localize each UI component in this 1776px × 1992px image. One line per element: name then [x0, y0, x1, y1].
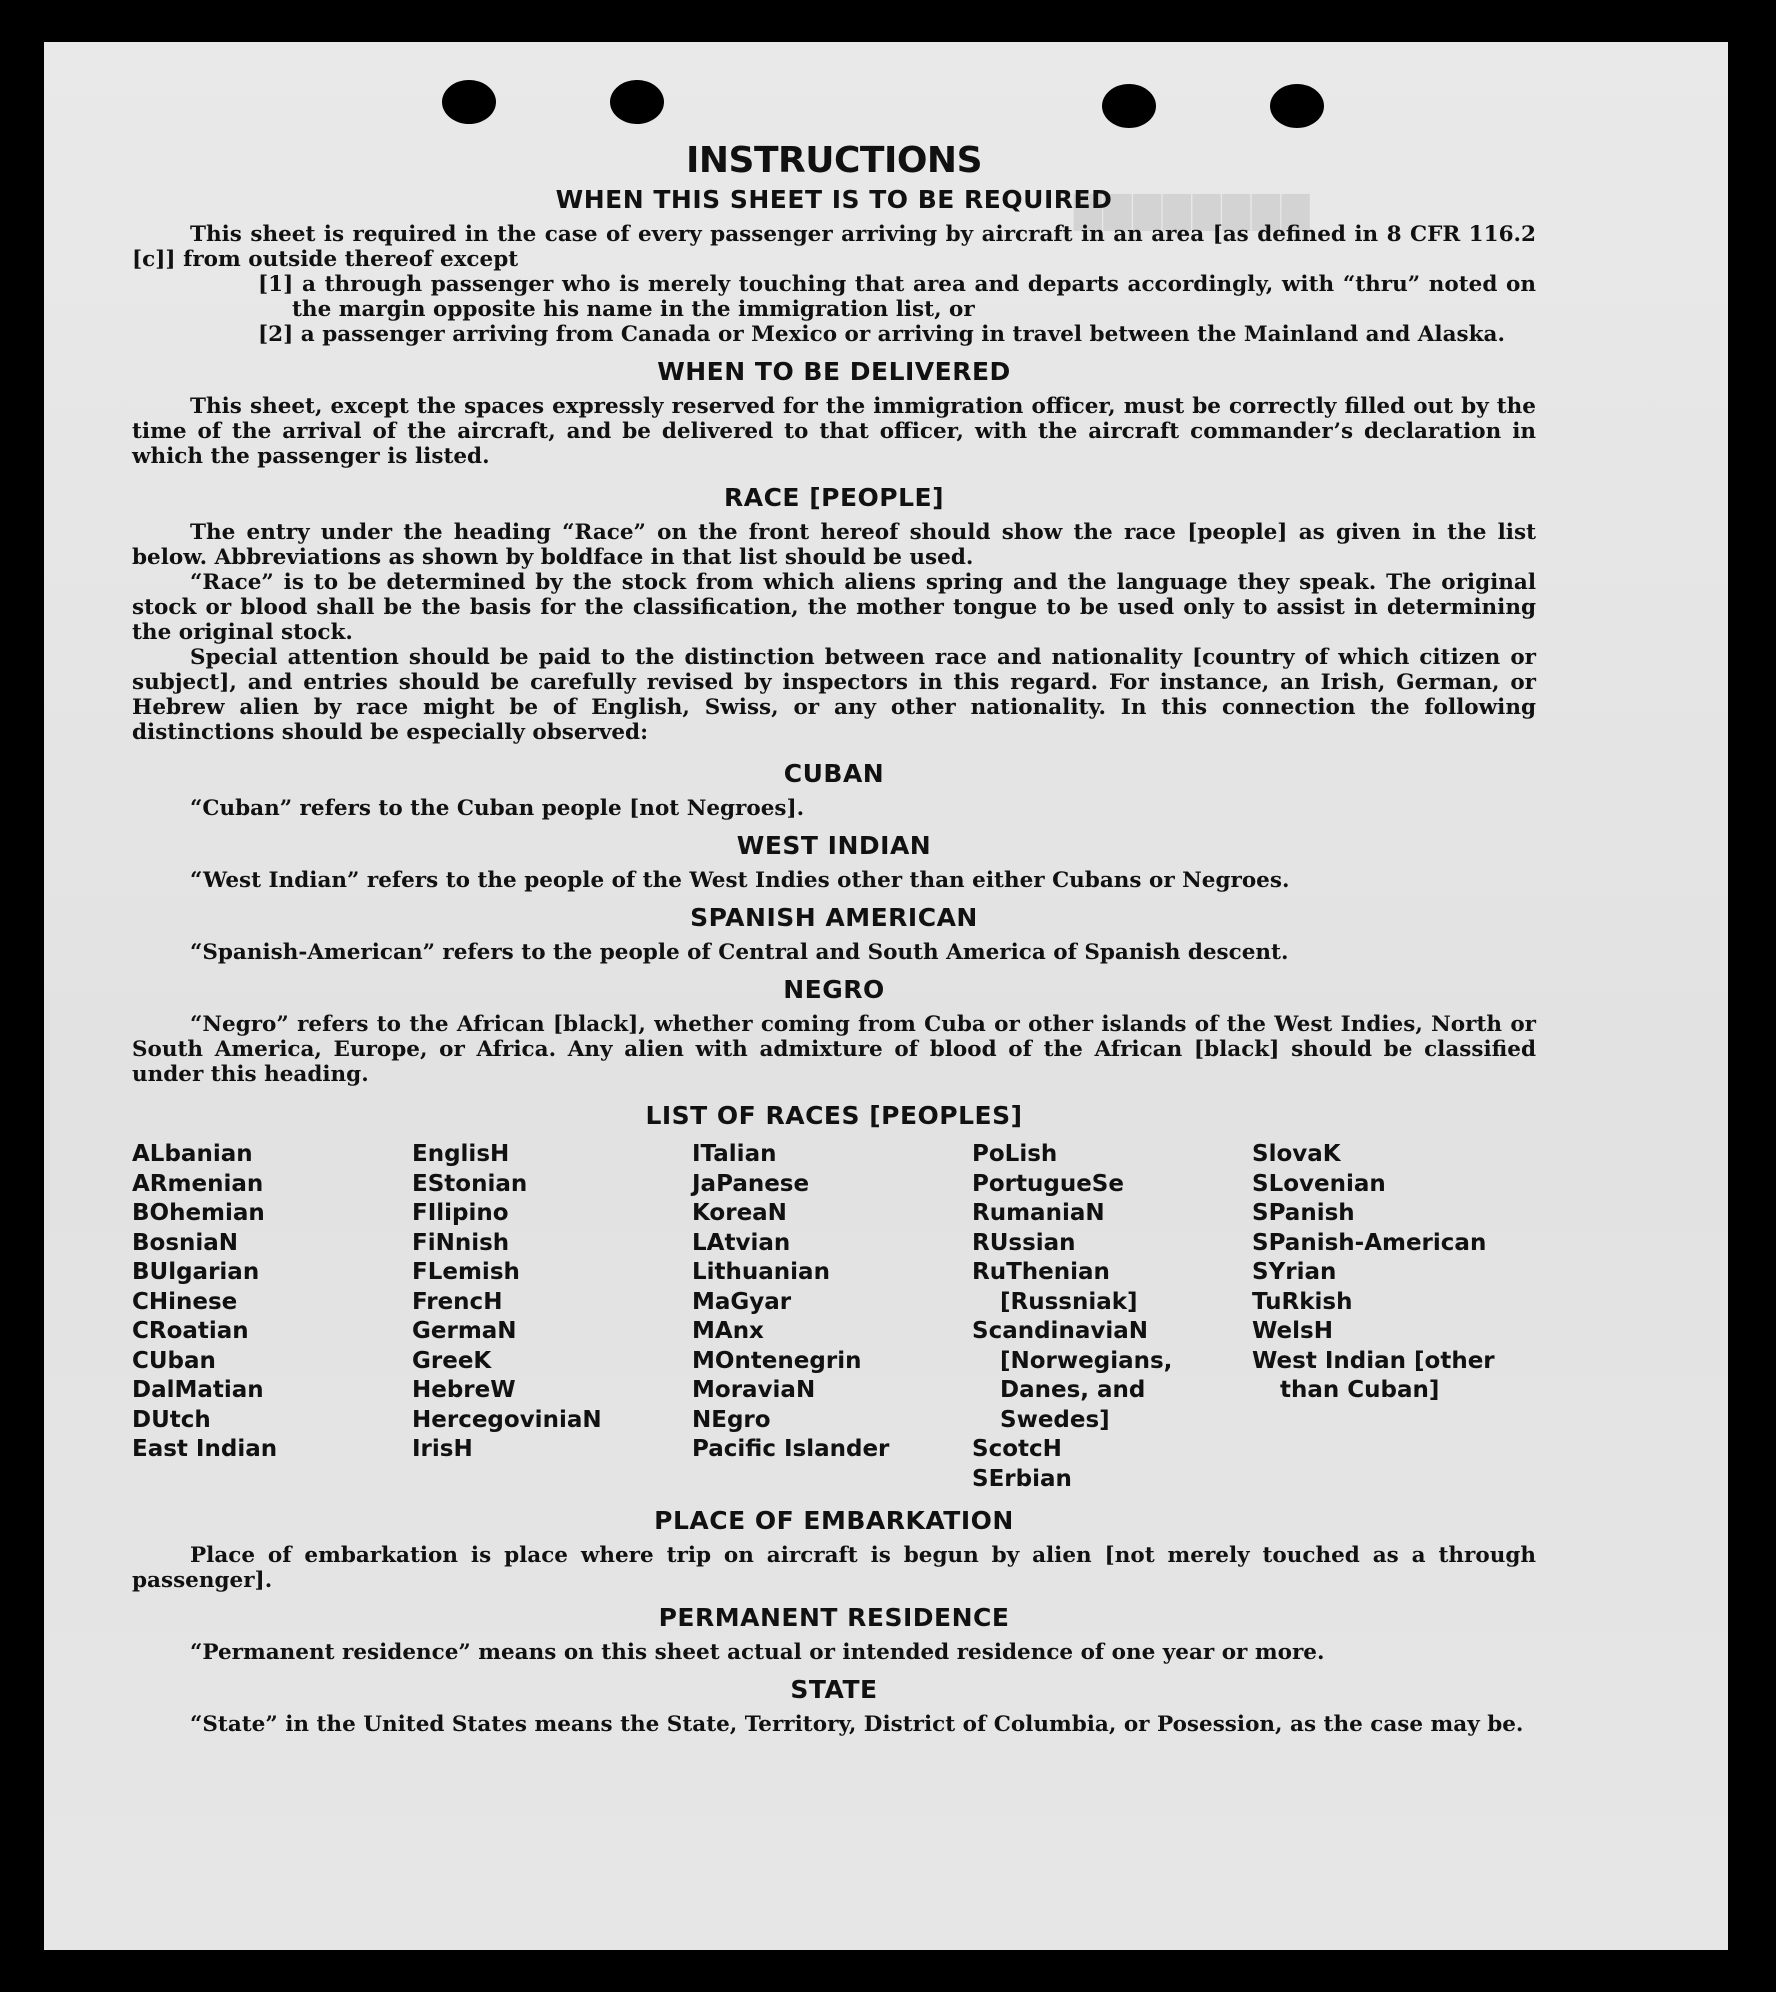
- heading-negro: NEGRO: [783, 975, 885, 1004]
- race-list-item: MAnx: [692, 1318, 764, 1344]
- race-list-item: SYrian: [1252, 1259, 1337, 1285]
- race-list-item: ALbanian: [132, 1141, 253, 1167]
- race-column: [132, 1140, 412, 1494]
- embarkation-text: Place of embarkation is place where trip on aircraft is begun by alien [not merely touched as a through passenger].: [132, 1543, 1536, 1593]
- punch-hole: [1102, 84, 1156, 128]
- race-list-item: ITalian: [692, 1141, 777, 1167]
- race-list-item: ScotcH: [972, 1436, 1062, 1462]
- race-list-item: IrisH: [412, 1436, 473, 1462]
- race-list-item: SLovenian: [1252, 1170, 1386, 1197]
- state-text: “State” in the United States means the State, Territory, District of Columbia, or Posession, as the case may be.: [190, 1712, 1524, 1737]
- race-list-item: EStonian: [412, 1170, 528, 1197]
- permanent-residence-text: “Permanent residence” means on this sheet actual or intended residence of one year or more.: [190, 1640, 1325, 1665]
- race-list-item: DalMatian: [132, 1377, 264, 1403]
- race-list-item: TuRkish: [1252, 1288, 1353, 1315]
- race-list-item: RuThenian [Russniak]: [972, 1259, 1138, 1315]
- exception-item-2: [2] a passenger arriving from Canada or Mexico or arriving in travel between the Mainland and Alaska.: [258, 322, 1505, 347]
- race-list-item: CUban: [132, 1347, 216, 1374]
- race-list-item: LAtvian: [692, 1229, 791, 1256]
- race-list-item: West Indian [other than Cuban]: [1252, 1347, 1495, 1403]
- heading-west-indian: WEST INDIAN: [736, 831, 932, 860]
- race-list-item: GermaN: [412, 1318, 517, 1344]
- race-list-item: WelsH: [1252, 1318, 1333, 1344]
- race-list-item: MoraviaN: [692, 1377, 816, 1403]
- race-list-item: GreeK: [412, 1347, 492, 1374]
- race-list-item: CRoatian: [132, 1318, 249, 1344]
- race-list-item: FiNnish: [412, 1229, 510, 1256]
- race-column: [692, 1140, 972, 1494]
- race-column: [972, 1140, 1252, 1494]
- race-list-item: BUlgarian: [132, 1259, 260, 1285]
- race-paragraph-1: The entry under the heading “Race” on the front hereof should show the race [people] as given in the list below. Abbreviations as shown by boldface in that list should be used.: [132, 520, 1536, 570]
- race-list-item: RUssian: [972, 1229, 1076, 1256]
- heading-when-required: WHEN THIS SHEET IS TO BE REQUIRED: [555, 185, 1113, 214]
- race-list-item: KoreaN: [692, 1200, 787, 1226]
- heading-spanish-american: SPANISH AMERICAN: [690, 903, 978, 932]
- race-list-item: FrencH: [412, 1288, 503, 1315]
- race-list-item: RumaniaN: [972, 1200, 1105, 1226]
- race-list-item: SPanish: [1252, 1200, 1355, 1226]
- when-delivered-text: This sheet, except the spaces expressly reserved for the immigration officer, must be correctly filled out by the time of the arrival of the aircraft, and be delivered to that officer, with the aircraft commander’s declaration in which the passenger is listed.: [132, 394, 1536, 469]
- punch-hole: [610, 80, 664, 124]
- race-paragraph-3: Special attention should be paid to the distinction between race and nationality [country of which citizen or subject], and entries should be carefully revised by inspectors in this regard. For instance, an Irish, German, or Hebrew alien by race might be of English, Swiss, or any other nationality. In this connection the following distinctions should be especially observed:: [132, 645, 1536, 745]
- west-indian-text: “West Indian” refers to the people of the West Indies other than either Cubans or Negroes.: [190, 868, 1290, 893]
- race-list-item: PoLish: [972, 1141, 1058, 1167]
- race-list-item: FLemish: [412, 1259, 520, 1285]
- negro-text: “Negro” refers to the African [black], whether coming from Cuba or other islands of the West Indies, North or South America, Europe, or Africa. Any alien with admixture of blood of the African [black] should be classified under this heading.: [132, 1012, 1536, 1087]
- punch-hole: [1270, 84, 1324, 128]
- race-list-item: BosniaN: [132, 1229, 239, 1256]
- punch-hole: [442, 80, 496, 124]
- race-list-item: HercegoviniaN: [412, 1406, 602, 1433]
- race-list-item: NEgro: [692, 1406, 771, 1433]
- instructions-content: [132, 140, 1536, 1737]
- race-list-item: Lithuanian: [692, 1259, 830, 1285]
- race-list-item: JaPanese: [692, 1170, 810, 1197]
- race-list-item: ARmenian: [132, 1170, 264, 1197]
- exception-item-1: [1] a through passenger who is merely touching that area and departs accordingly, with “thru” noted on the margin opposite his name in the immigration list, or: [258, 272, 1536, 322]
- race-list-item: MOntenegrin: [692, 1347, 862, 1374]
- race-list-item: SlovaK: [1252, 1141, 1341, 1167]
- page-title: INSTRUCTIONS: [686, 140, 982, 181]
- race-list-item: SPanish-American: [1252, 1229, 1487, 1256]
- race-list-item: HebreW: [412, 1377, 516, 1403]
- heading-cuban: CUBAN: [783, 759, 885, 788]
- race-list-item: EnglisH: [412, 1141, 510, 1167]
- heading-when-delivered: WHEN TO BE DELIVERED: [657, 357, 1011, 386]
- race-list-item: MaGyar: [692, 1288, 792, 1315]
- race-list: [132, 1140, 1536, 1494]
- race-paragraph-2: “Race” is to be determined by the stock from which aliens spring and the language they speak. The original stock or blood shall be the basis for the classification, the mother tongue to be used only to assist in determining the original stock.: [132, 570, 1536, 645]
- race-column: [412, 1140, 692, 1494]
- heading-list-of-races: LIST OF RACES [PEOPLES]: [645, 1101, 1023, 1130]
- race-list-item: CHinese: [132, 1288, 238, 1315]
- race-list-item: BOhemian: [132, 1200, 265, 1226]
- race-list-item: FIlipino: [412, 1200, 509, 1226]
- race-list-item: PortugueSe: [972, 1170, 1124, 1197]
- race-list-item: ScandinaviaN [Norwegians, Danes, and Swedes]: [972, 1318, 1173, 1433]
- spanish-american-text: “Spanish-American” refers to the people of Central and South America of Spanish descent.: [190, 940, 1289, 965]
- race-list-item: Pacific Islander: [692, 1436, 890, 1462]
- race-list-item: SErbian: [972, 1465, 1072, 1492]
- cuban-text: “Cuban” refers to the Cuban people [not Negroes].: [190, 796, 805, 821]
- heading-race: RACE [PEOPLE]: [723, 483, 945, 512]
- race-column: [1252, 1140, 1532, 1494]
- heading-permanent-residence: PERMANENT RESIDENCE: [658, 1603, 1010, 1632]
- bleed-through-heading: ▇▇▇▇▇▇▇▇: [1074, 190, 1312, 231]
- when-required-intro: This sheet is required in the case of every passenger arriving by aircraft in an area [as defined in 8 CFR 116.2 [c]] from outside thereof except: [132, 222, 1536, 272]
- race-list-item: DUtch: [132, 1406, 211, 1433]
- heading-state: STATE: [790, 1675, 878, 1704]
- heading-place-of-embarkation: PLACE OF EMBARKATION: [654, 1506, 1014, 1535]
- race-list-item: East Indian: [132, 1436, 278, 1462]
